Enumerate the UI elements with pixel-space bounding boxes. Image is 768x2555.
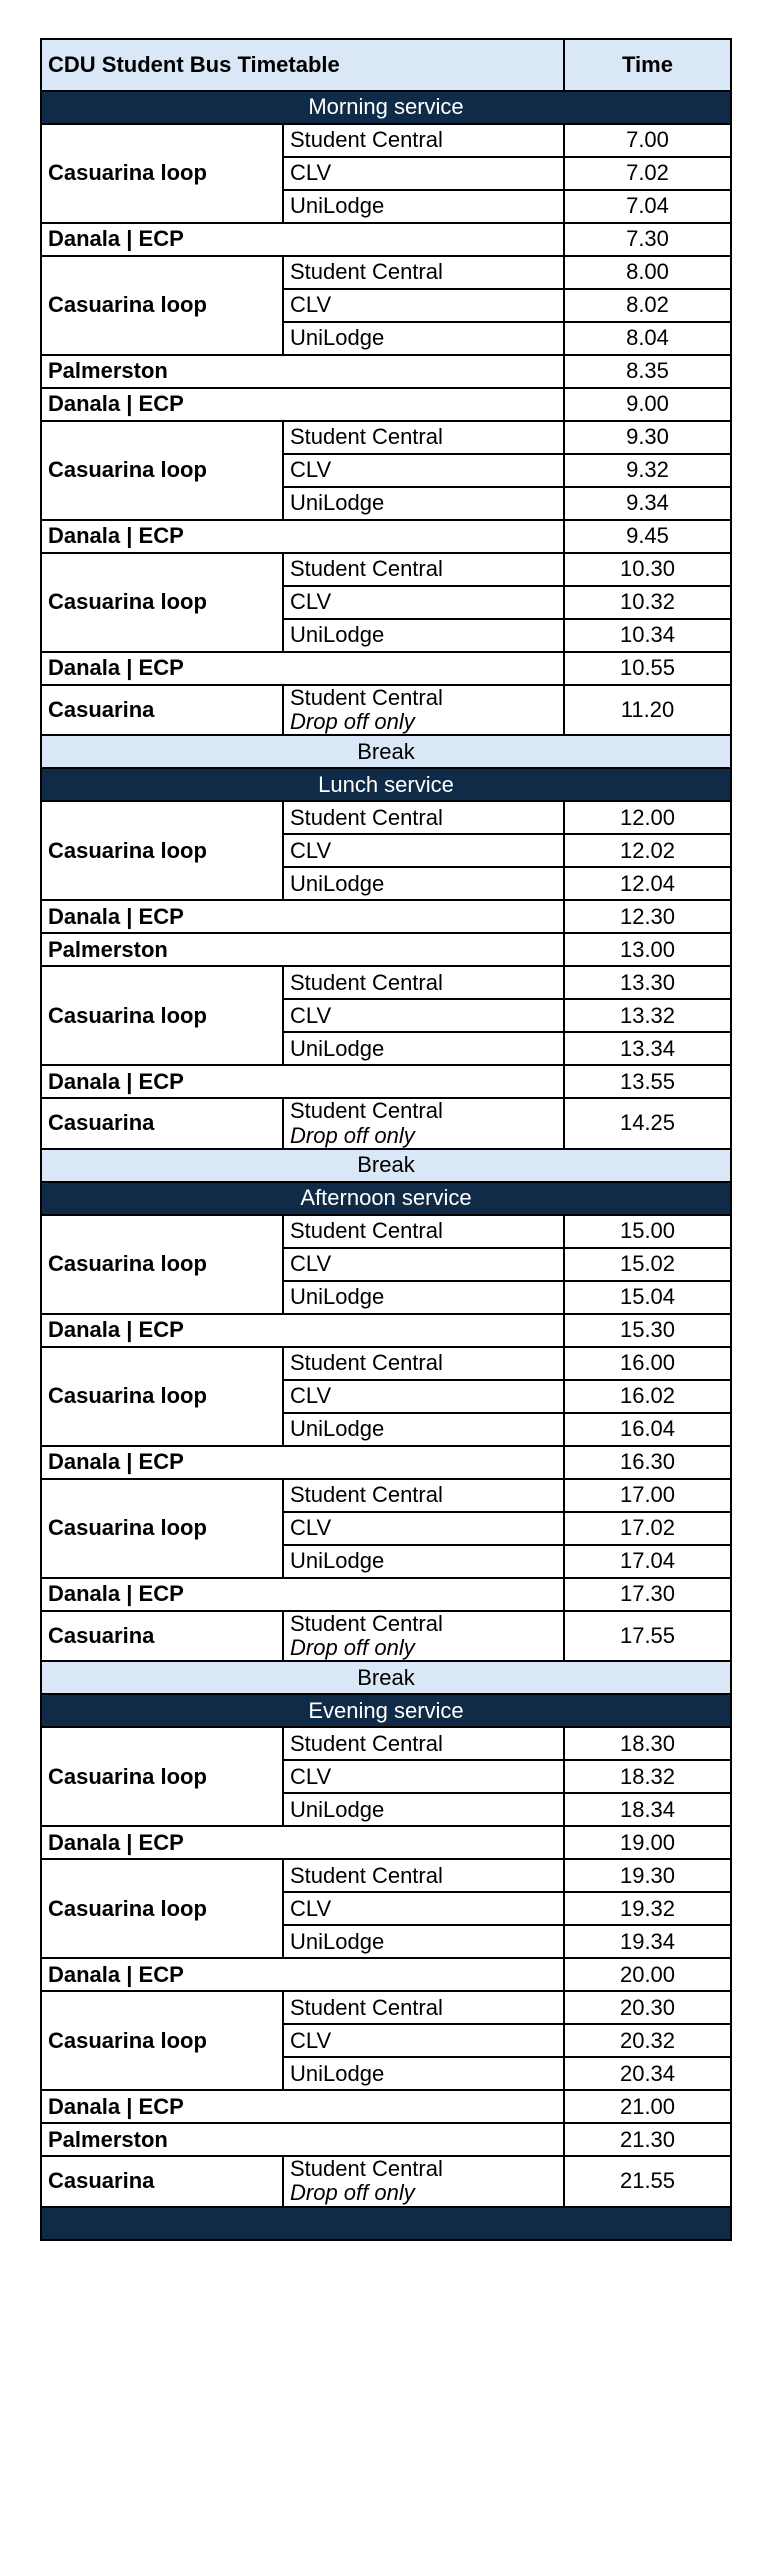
stop-name: Casuarina loop bbox=[41, 421, 283, 520]
departure-time: 17.04 bbox=[564, 1545, 731, 1578]
table-row bbox=[41, 1314, 731, 1347]
departure-time: 16.30 bbox=[564, 1446, 731, 1479]
stop-location: Student Central bbox=[283, 1859, 564, 1892]
time-column-header: Time bbox=[564, 39, 731, 91]
stop-location-cell bbox=[283, 685, 564, 735]
stop-location: CLV bbox=[283, 289, 564, 322]
table-row bbox=[41, 801, 731, 834]
section-header-row bbox=[41, 91, 731, 124]
stop-location-cell bbox=[283, 2156, 564, 2206]
table-row bbox=[41, 1991, 731, 2024]
stop-location: Student Central bbox=[283, 124, 564, 157]
departure-time: 21.55 bbox=[564, 2156, 731, 2206]
break-label: Break bbox=[41, 1661, 731, 1694]
stop-location: Student Central bbox=[283, 966, 564, 999]
departure-time: 17.00 bbox=[564, 1479, 731, 1512]
stop-location: CLV bbox=[283, 1760, 564, 1793]
table-row bbox=[41, 421, 731, 454]
table-row bbox=[41, 520, 731, 553]
table-header-row bbox=[41, 39, 731, 91]
table-row bbox=[41, 1347, 731, 1380]
section-title: Afternoon service bbox=[41, 1182, 731, 1215]
table-row bbox=[41, 1727, 731, 1760]
break-row bbox=[41, 735, 731, 768]
stop-name: Casuarina loop bbox=[41, 1859, 283, 1958]
departure-time: 16.04 bbox=[564, 1413, 731, 1446]
stop-location: UniLodge bbox=[283, 322, 564, 355]
stop-location: CLV bbox=[283, 1380, 564, 1413]
stop-name: Casuarina loop bbox=[41, 1991, 283, 2090]
departure-time: 16.00 bbox=[564, 1347, 731, 1380]
departure-time: 7.30 bbox=[564, 223, 731, 256]
stop-name: Danala | ECP bbox=[41, 1578, 564, 1611]
section-header-row bbox=[41, 1694, 731, 1727]
stop-location: UniLodge bbox=[283, 1032, 564, 1065]
stop-name: Danala | ECP bbox=[41, 520, 564, 553]
stop-location: Student Central bbox=[283, 1215, 564, 1248]
stop-location: UniLodge bbox=[283, 487, 564, 520]
stop-name: Casuarina bbox=[41, 1611, 283, 1661]
break-row bbox=[41, 1149, 731, 1182]
stop-location: UniLodge bbox=[283, 1545, 564, 1578]
stop-location: Student Central bbox=[283, 421, 564, 454]
table-row bbox=[41, 2123, 731, 2156]
departure-time: 8.00 bbox=[564, 256, 731, 289]
departure-time: 15.02 bbox=[564, 1248, 731, 1281]
stop-name: Danala | ECP bbox=[41, 652, 564, 685]
bus-timetable bbox=[40, 38, 732, 2241]
stop-location: UniLodge bbox=[283, 1925, 564, 1958]
table-row bbox=[41, 388, 731, 421]
departure-time: 15.04 bbox=[564, 1281, 731, 1314]
departure-time: 9.45 bbox=[564, 520, 731, 553]
departure-time: 7.02 bbox=[564, 157, 731, 190]
departure-time: 18.32 bbox=[564, 1760, 731, 1793]
stop-location: CLV bbox=[283, 2024, 564, 2057]
stop-name: Danala | ECP bbox=[41, 2090, 564, 2123]
table-row bbox=[41, 124, 731, 157]
timetable-title: CDU Student Bus Timetable bbox=[41, 39, 564, 91]
stop-location: CLV bbox=[283, 999, 564, 1032]
stop-location: UniLodge bbox=[283, 867, 564, 900]
stop-name: Casuarina loop bbox=[41, 553, 283, 652]
stop-location: Student Central bbox=[290, 1098, 443, 1124]
stop-name: Danala | ECP bbox=[41, 388, 564, 421]
table-row bbox=[41, 1958, 731, 1991]
stop-name: Casuarina bbox=[41, 685, 283, 735]
departure-time: 21.00 bbox=[564, 2090, 731, 2123]
table-row bbox=[41, 652, 731, 685]
departure-time: 13.34 bbox=[564, 1032, 731, 1065]
stop-location: Student Central bbox=[290, 1610, 443, 1636]
departure-time: 15.00 bbox=[564, 1215, 731, 1248]
departure-time: 7.04 bbox=[564, 190, 731, 223]
stop-name: Danala | ECP bbox=[41, 1826, 564, 1859]
stop-name: Casuarina loop bbox=[41, 1479, 283, 1578]
timetable-body bbox=[41, 91, 731, 2240]
stop-location: Student Central bbox=[290, 685, 443, 710]
table-row bbox=[41, 933, 731, 966]
table-row bbox=[41, 1065, 731, 1098]
departure-time: 11.20 bbox=[564, 685, 731, 735]
stop-location: Student Central bbox=[283, 801, 564, 834]
departure-time: 10.32 bbox=[564, 586, 731, 619]
table-row bbox=[41, 1098, 731, 1148]
stop-name: Casuarina bbox=[41, 1098, 283, 1148]
departure-time: 10.34 bbox=[564, 619, 731, 652]
stop-name: Palmerston bbox=[41, 355, 564, 388]
drop-off-note: Drop off only bbox=[290, 2180, 415, 2206]
departure-time: 21.30 bbox=[564, 2123, 731, 2156]
stop-location: CLV bbox=[283, 454, 564, 487]
section-header-row bbox=[41, 1182, 731, 1215]
table-row bbox=[41, 1479, 731, 1512]
stop-location-cell bbox=[283, 1611, 564, 1661]
stop-location: UniLodge bbox=[283, 190, 564, 223]
drop-off-note: Drop off only bbox=[290, 1634, 415, 1660]
break-row bbox=[41, 1661, 731, 1694]
departure-time: 9.00 bbox=[564, 388, 731, 421]
stop-name: Casuarina loop bbox=[41, 1347, 283, 1446]
table-row bbox=[41, 2156, 731, 2206]
footer-cell bbox=[41, 2207, 731, 2240]
departure-time: 12.30 bbox=[564, 900, 731, 933]
departure-time: 9.30 bbox=[564, 421, 731, 454]
departure-time: 13.00 bbox=[564, 933, 731, 966]
departure-time: 16.02 bbox=[564, 1380, 731, 1413]
stop-location: UniLodge bbox=[283, 1413, 564, 1446]
departure-time: 20.34 bbox=[564, 2057, 731, 2090]
stop-name: Casuarina loop bbox=[41, 1727, 283, 1826]
departure-time: 8.04 bbox=[564, 322, 731, 355]
stop-location: CLV bbox=[283, 1248, 564, 1281]
drop-off-note: Drop off only bbox=[290, 1122, 415, 1148]
departure-time: 8.35 bbox=[564, 355, 731, 388]
departure-time: 18.34 bbox=[564, 1793, 731, 1826]
departure-time: 9.34 bbox=[564, 487, 731, 520]
departure-time: 15.30 bbox=[564, 1314, 731, 1347]
section-title: Morning service bbox=[41, 91, 731, 124]
stop-name: Casuarina loop bbox=[41, 1215, 283, 1314]
stop-location: Student Central bbox=[283, 1347, 564, 1380]
stop-location: CLV bbox=[283, 1892, 564, 1925]
stop-name: Casuarina loop bbox=[41, 124, 283, 223]
stop-name: Casuarina loop bbox=[41, 801, 283, 900]
section-title: Lunch service bbox=[41, 768, 731, 801]
departure-time: 20.30 bbox=[564, 1991, 731, 2024]
departure-time: 19.34 bbox=[564, 1925, 731, 1958]
departure-time: 18.30 bbox=[564, 1727, 731, 1760]
departure-time: 13.55 bbox=[564, 1065, 731, 1098]
stop-name: Palmerston bbox=[41, 2123, 564, 2156]
table-row bbox=[41, 2090, 731, 2123]
stop-location: UniLodge bbox=[283, 619, 564, 652]
section-title: Evening service bbox=[41, 1694, 731, 1727]
departure-time: 17.55 bbox=[564, 1611, 731, 1661]
departure-time: 17.30 bbox=[564, 1578, 731, 1611]
departure-time: 20.00 bbox=[564, 1958, 731, 1991]
stop-location: Student Central bbox=[283, 1727, 564, 1760]
departure-time: 7.00 bbox=[564, 124, 731, 157]
table-row bbox=[41, 355, 731, 388]
departure-time: 13.32 bbox=[564, 999, 731, 1032]
stop-name: Danala | ECP bbox=[41, 900, 564, 933]
stop-location: CLV bbox=[283, 834, 564, 867]
stop-location: CLV bbox=[283, 157, 564, 190]
departure-time: 12.04 bbox=[564, 867, 731, 900]
table-row bbox=[41, 553, 731, 586]
break-label: Break bbox=[41, 735, 731, 768]
table-row bbox=[41, 966, 731, 999]
departure-time: 20.32 bbox=[564, 2024, 731, 2057]
table-row bbox=[41, 685, 731, 735]
departure-time: 9.32 bbox=[564, 454, 731, 487]
stop-location-cell bbox=[283, 1098, 564, 1148]
stop-name: Palmerston bbox=[41, 933, 564, 966]
stop-name: Casuarina bbox=[41, 2156, 283, 2206]
stop-location: Student Central bbox=[283, 1991, 564, 2024]
table-row bbox=[41, 1215, 731, 1248]
departure-time: 19.30 bbox=[564, 1859, 731, 1892]
break-label: Break bbox=[41, 1149, 731, 1182]
departure-time: 12.00 bbox=[564, 801, 731, 834]
stop-name: Casuarina loop bbox=[41, 966, 283, 1065]
departure-time: 19.00 bbox=[564, 1826, 731, 1859]
table-row bbox=[41, 1611, 731, 1661]
section-header-row bbox=[41, 768, 731, 801]
drop-off-note: Drop off only bbox=[290, 709, 415, 735]
stop-location: CLV bbox=[283, 586, 564, 619]
departure-time: 10.30 bbox=[564, 553, 731, 586]
departure-time: 14.25 bbox=[564, 1098, 731, 1148]
stop-name: Casuarina loop bbox=[41, 256, 283, 355]
departure-time: 12.02 bbox=[564, 834, 731, 867]
stop-location: Student Central bbox=[283, 1479, 564, 1512]
table-row bbox=[41, 1446, 731, 1479]
stop-location: Student Central bbox=[283, 256, 564, 289]
stop-location: CLV bbox=[283, 1512, 564, 1545]
table-row bbox=[41, 900, 731, 933]
table-row bbox=[41, 256, 731, 289]
stop-name: Danala | ECP bbox=[41, 1065, 564, 1098]
stop-name: Danala | ECP bbox=[41, 1958, 564, 1991]
footer-bar bbox=[41, 2207, 731, 2240]
stop-location: Student Central bbox=[283, 553, 564, 586]
departure-time: 13.30 bbox=[564, 966, 731, 999]
departure-time: 10.55 bbox=[564, 652, 731, 685]
table-row bbox=[41, 1578, 731, 1611]
departure-time: 8.02 bbox=[564, 289, 731, 322]
stop-name: Danala | ECP bbox=[41, 1314, 564, 1347]
departure-time: 19.32 bbox=[564, 1892, 731, 1925]
stop-name: Danala | ECP bbox=[41, 223, 564, 256]
stop-location: UniLodge bbox=[283, 1281, 564, 1314]
stop-location: UniLodge bbox=[283, 2057, 564, 2090]
table-row bbox=[41, 223, 731, 256]
stop-location: UniLodge bbox=[283, 1793, 564, 1826]
departure-time: 17.02 bbox=[564, 1512, 731, 1545]
stop-location: Student Central bbox=[290, 2156, 443, 2182]
table-row bbox=[41, 1826, 731, 1859]
table-row bbox=[41, 1859, 731, 1892]
stop-name: Danala | ECP bbox=[41, 1446, 564, 1479]
